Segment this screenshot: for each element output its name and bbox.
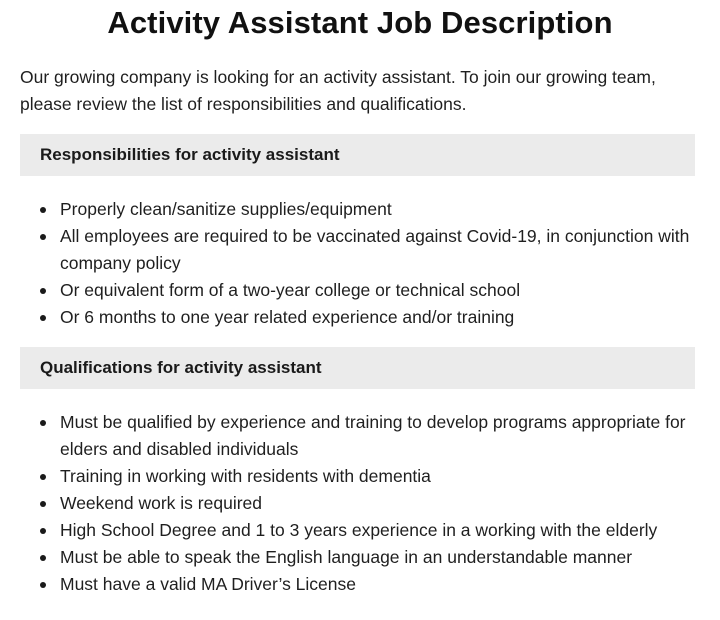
list-item-text: Training in working with residents with dementia [60,466,431,486]
list-item [20,277,698,304]
list-item [20,571,698,598]
list-item [20,490,698,517]
responsibilities-header [20,134,695,176]
list-item [20,409,698,463]
qualifications-heading: Qualifications for activity assistant [40,358,322,377]
list-item [20,196,698,223]
qualifications-list [0,409,720,598]
qualifications-header [20,347,695,389]
list-item-text: Or equivalent form of a two-year college or technical school [60,280,521,300]
list-item-text: Must be able to speak the English language in an understandable manner [60,547,633,567]
bullet-icon [40,501,46,507]
list-item-text: All employees are required to be vaccinated against Covid-19, in conjunction with company policy [60,226,690,273]
bullet-icon [40,288,46,294]
bullet-icon [40,555,46,561]
responsibilities-list [0,196,720,331]
bullet-icon [40,315,46,321]
bullet-icon [40,582,46,588]
list-item-text: High School Degree and 1 to 3 years experience in a working with the elderly [60,520,658,540]
bullet-icon [40,528,46,534]
list-item-text: Must have a valid MA Driver’s License [60,574,357,594]
list-item-text: Or 6 months to one year related experience and/or training [60,307,515,327]
intro-paragraph: Our growing company is looking for an activity assistant. To join our growing team, please review the list of responsibilities and qualifications. [20,67,656,114]
page-title: Activity Assistant Job Description [107,5,613,40]
list-item [20,463,698,490]
list-item [20,223,698,277]
bullet-icon [40,420,46,426]
list-item-text: Weekend work is required [60,493,262,513]
bullet-icon [40,474,46,480]
list-item [20,517,698,544]
bullet-icon [40,207,46,213]
list-item-text: Must be qualified by experience and training to develop programs appropriate for elders and disabled individuals [60,412,686,459]
bullet-icon [40,234,46,240]
list-item-text: Properly clean/sanitize supplies/equipment [60,199,392,219]
list-item [20,304,698,331]
responsibilities-heading: Responsibilities for activity assistant [40,145,340,164]
list-item [20,544,698,571]
